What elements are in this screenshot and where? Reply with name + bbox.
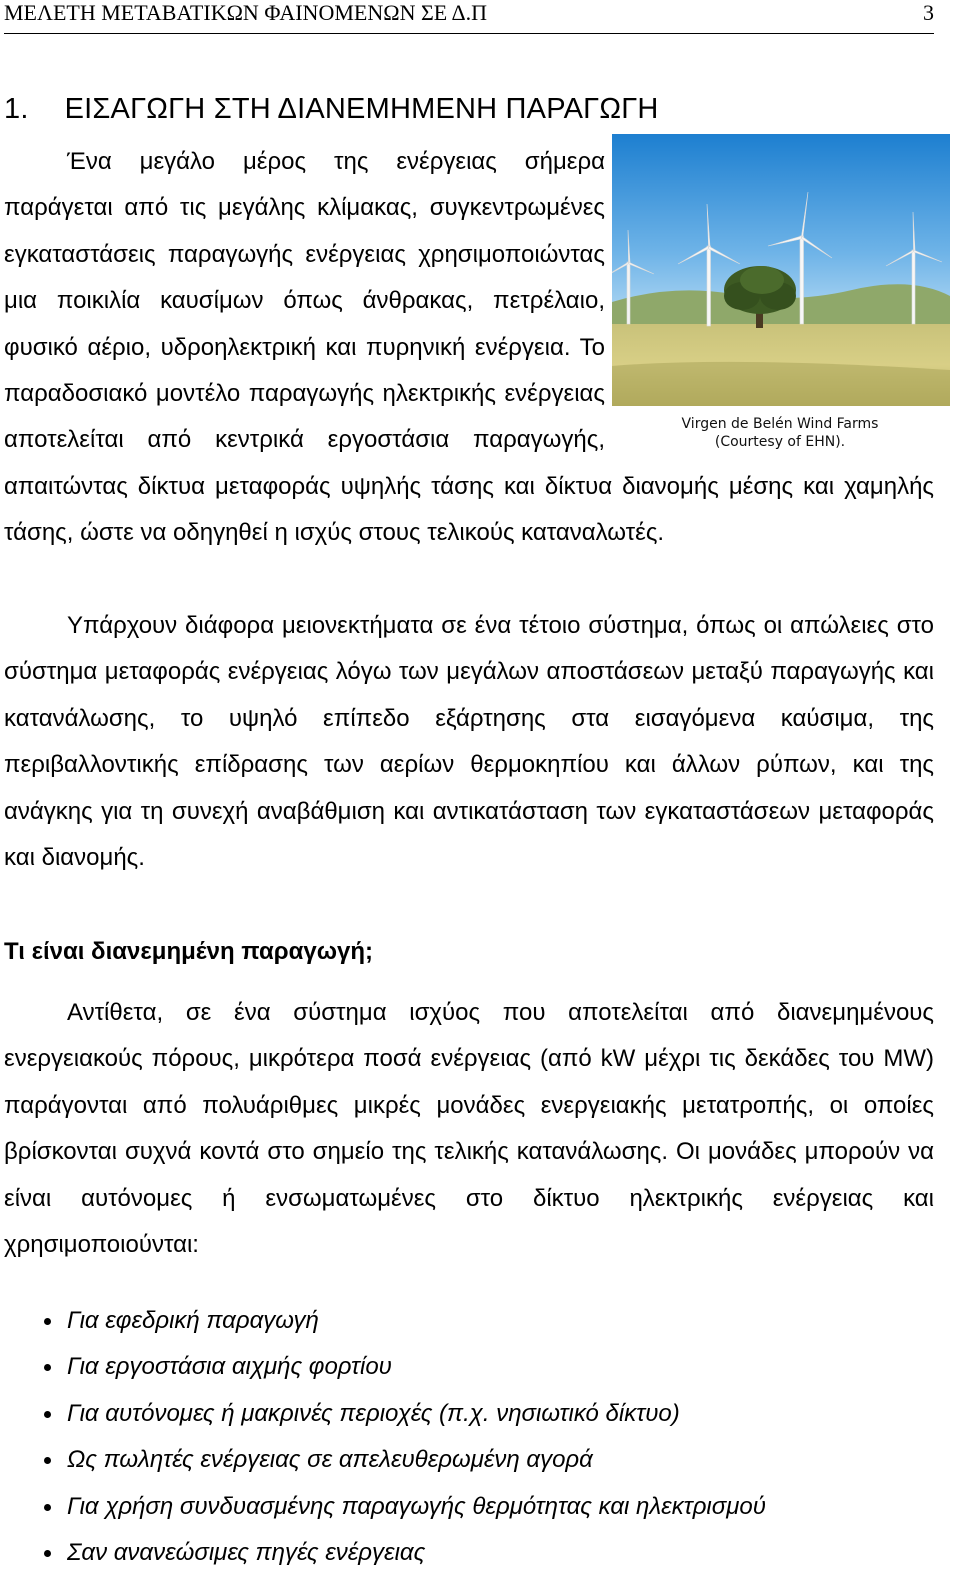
list-item: Για χρήση συνδυασμένης παραγωγής θερμότητας και ηλεκτρισμού: [4, 1484, 934, 1530]
running-header: [4, 0, 934, 30]
section-number: 1.: [4, 93, 29, 126]
list-item: Σαν ανανεώσιμες πηγές ενέργειας: [4, 1530, 934, 1576]
caption-line-2: (Courtesy of EHN).: [714, 434, 846, 450]
list-item: Για αυτόνομες ή μακρινές περιοχές (π.χ. νησιωτικό δίκτυο): [4, 1391, 934, 1437]
caption-line-1: Virgen de Belén Wind Farms: [681, 416, 879, 432]
bullet-icon: [44, 1457, 51, 1464]
bullet-icon: [44, 1504, 51, 1511]
bullet-icon: [44, 1411, 51, 1418]
list-item: Ως πωλητές ενέργειας σε απελευθερωμένη αγορά: [4, 1437, 934, 1483]
list-item: Για εργοστάσια αιχμής φορτίου: [4, 1344, 934, 1390]
paragraph-intro: Ένα μεγάλο μέρος της ενέργειας σήμερα παράγεται από τις μεγάλης κλίμακας, συγκεντρωμένες εγκαταστάσεις παραγωγής ενέργειας χρησιμοποιώντας μια ποικιλία καυσίμων όπως άνθρακας, πετρέλαιο, φυσικό αέριο, υδροηλεκτρική και πυρηνική ενέργεια. Το παραδοσιακό μοντέλο παραγωγής ηλεκτρικής ενέργειας αποτελείται από κεντρικά εργοστάσια παραγωγής, απαιτώντας δίκτυα μεταφοράς υψηλής τάσης και δίκτυα διανομής μέσης και χαμηλής τάσης, ώστε να οδηγηθεί η ισχύς στους τελικούς καταναλωτές.: [4, 148, 934, 547]
paragraph-distributed: Αντίθετα, σε ένα σύστημα ισχύος που αποτελείται από διανεμημένους ενεργειακούς πόρους, μικρότερα ποσά ενέργειας (από kW μέχρι τις δεκάδες του MW) παράγονται από πολυάριθμες μικρές μονάδες ενεργειακής μετατροπής, οι οποίες βρίσκονται συχνά κοντά στο σημείο της τελικής κατανάλωσης. Οι μονάδες μπορούν να είναι αυτόνομες ή ενσωματωμένες στο δίκτυο ηλεκτρικής ενέργειας και χρησιμοποιούνται:: [4, 999, 934, 1259]
bullet-icon: [44, 1318, 51, 1325]
bullet-icon: [44, 1550, 51, 1557]
header-rule: [4, 33, 934, 34]
bullet-icon: [44, 1364, 51, 1371]
paragraph-disadvantages: Υπάρχουν διάφορα μειονεκτήματα σε ένα τέτοιο σύστημα, όπως οι απώλειες στο σύστημα μεταφοράς ενέργειας λόγω των μεγάλων αποστάσεων μεταξύ παραγωγής και κατανάλωσης, το υψηλό επίπεδο εξάρτησης στα εισαγόμενα καύσιμα, της περιβαλλοντικής επίδρασης των αερίων θερμοκηπίου και άλλων ρύπων, και της ανάγκης για τη συνεχή αναβάθμιση και αντικατάσταση των εγκαταστάσεων μεταφοράς και διανομής.: [4, 612, 934, 872]
subheading: Τι είναι διανεμημένη παραγωγή;: [4, 937, 373, 965]
section-title: ΕΙΣΑΓΩΓΗ ΣΤΗ ΔΙΑΝΕΜΗΜΕΝΗ ΠΑΡΑΓΩΓΗ: [64, 93, 659, 126]
page-number: 3: [923, 0, 934, 25]
document-title: ΜΕΛΕΤΗ ΜΕΤΑΒΑΤΙΚΩΝ ΦΑΙΝΟΜΕΝΩΝ ΣΕ Δ.Π: [4, 0, 488, 25]
list-item: Για εφεδρική παραγωγή: [4, 1298, 934, 1344]
uses-list: [4, 1298, 934, 1576]
section-heading: [4, 93, 659, 126]
